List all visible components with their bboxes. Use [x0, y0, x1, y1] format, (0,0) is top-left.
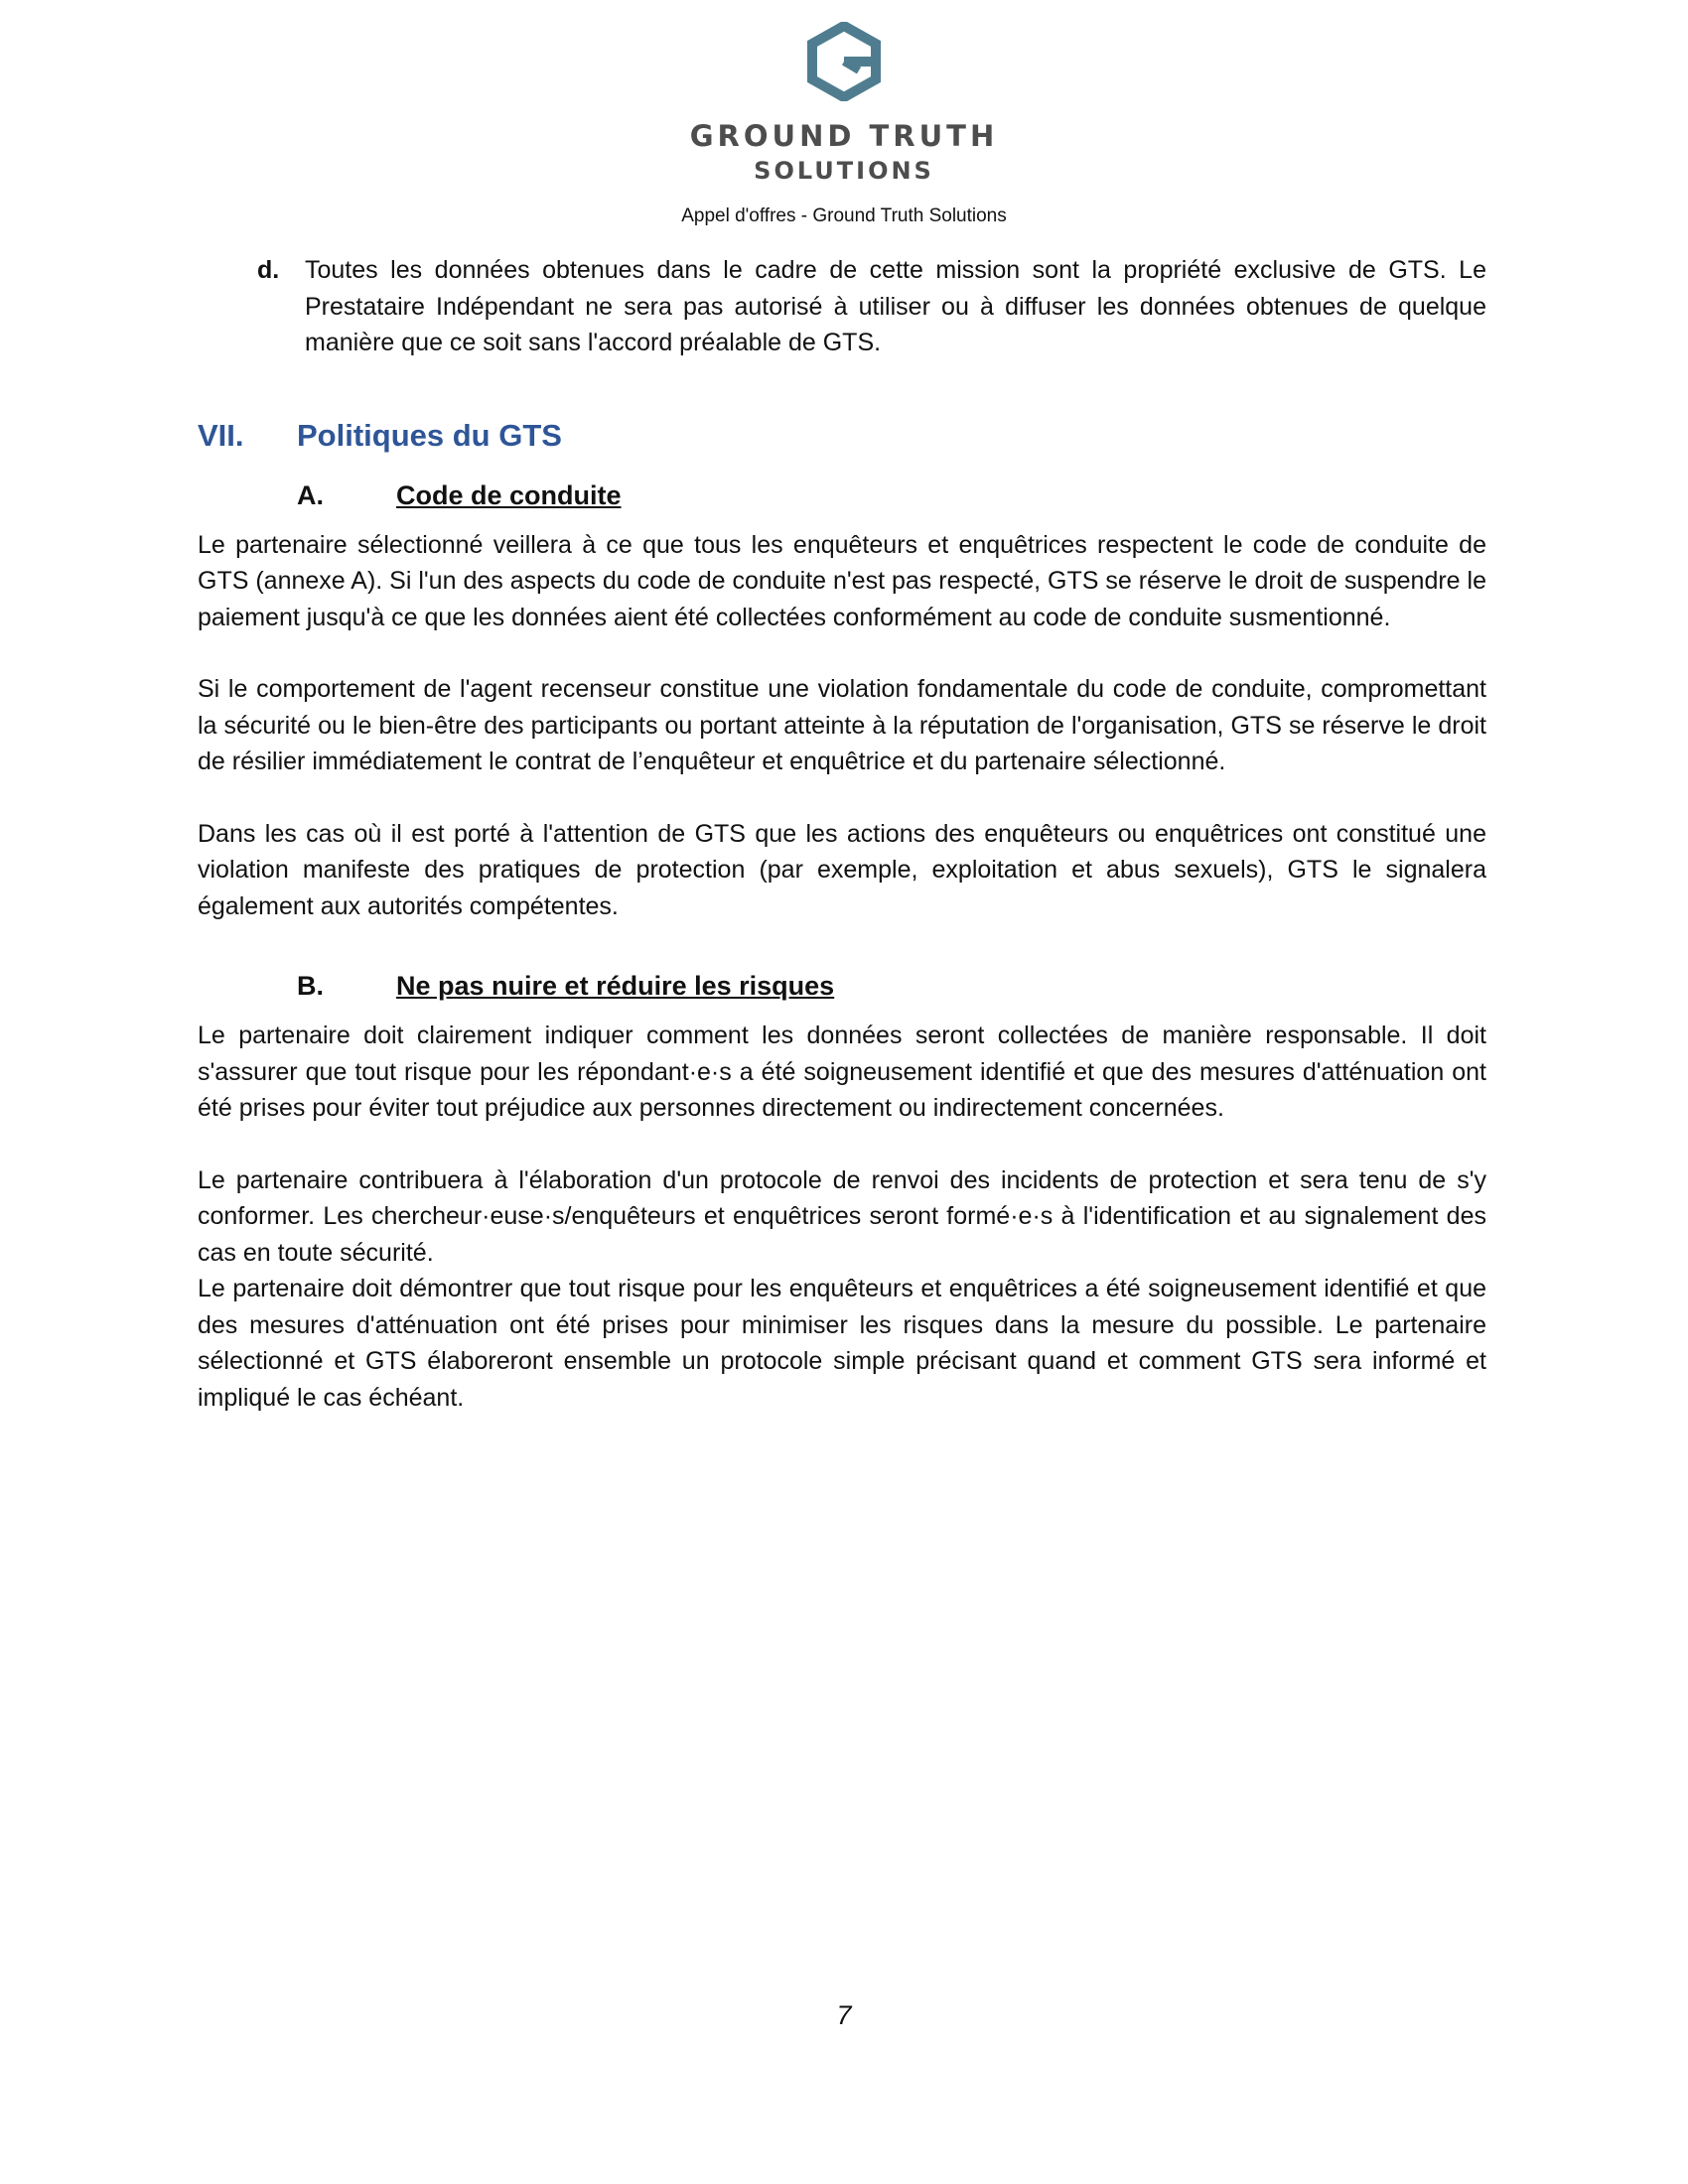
gts-logo-icon — [805, 22, 883, 101]
logo-name: GROUND TRUTH — [689, 119, 999, 153]
paragraph: Le partenaire sélectionné veillera à ce que tous les enquêteurs et enquêtrices respectent le code de conduite de GTS (annexe A). Si l'un des aspects du code de conduite n'est pas respecté, GTS se réserve le droit de suspendre le paiement jusqu'à ce que les données aient été collectées conformément au code de conduite susmentionné. — [198, 530, 1486, 631]
subsection-a-letter: A. — [297, 479, 324, 510]
section-number: VII. — [198, 417, 244, 453]
section-title: Politiques du GTS — [297, 417, 562, 453]
list-item-text: Toutes les données obtenues dans le cadre de cette mission sont la propriété exclusive de GTS. Le Prestataire Indépendant ne sera pas autorisé à utiliser ou à diffuser les données obtenues de quelque manière que ce soit sans l'accord préalable de GTS. — [305, 256, 1486, 356]
section-heading — [198, 416, 1486, 456]
logo-subtitle: SOLUTIONS — [754, 157, 934, 185]
list-item-d — [257, 252, 1486, 361]
subsection-b-title: Ne pas nuire et réduire les risques — [396, 971, 835, 1001]
paragraph: Le partenaire doit clairement indiquer comment les données seront collectées de manière responsable. Il doit s'assurer que tout risque pour les répondant·e·s a été soigneusement identifié et que des mesures d'atténuation ont été prises pour éviter tout préjudice aux personnes directement ou indirectement concernées. — [198, 1022, 1486, 1122]
paragraph: Le partenaire doit démontrer que tout risque pour les enquêteurs et enquêtrices a été soigneusement identifié et que des mesures d'atténuation ont été prises pour minimiser les risques dans la mesure du possible. Le partenaire sélectionné et GTS élaboreront ensemble un protocole simple précisant quand et comment GTS sera informé et impliqué le cas échéant. — [198, 1275, 1486, 1412]
page-content — [198, 252, 1486, 1416]
paragraph: Si le comportement de l'agent recenseur constitue une violation fondamentale du code de conduite, compromettant la sécurité ou le bien-être des participants ou portant atteinte à la réputation de l'organisation, GTS se réserve le droit de résilier immédiatement le contrat de l’enquêteur et enquêtrice et du partenaire sélectionné. — [198, 675, 1486, 775]
paragraph: Le partenaire contribuera à l'élaboration d'un protocole de renvoi des incidents de protection et sera tenu de s'y conformer. Les chercheur·euse·s/enquêteurs et enquêtrices seront formé·e·s à l'identification et au signalement des cas en toute sécurité. — [198, 1165, 1486, 1267]
paragraph: Dans les cas où il est porté à l'attention de GTS que les actions des enquêteurs ou enquêtrices ont constitué une violation manifeste des pratiques de protection (par exemple, exploitation et abus sexuels), GTS le signalera également aux autorités compétentes. — [198, 819, 1486, 920]
subsection-b-heading — [297, 966, 1486, 1006]
page-number: 7 — [836, 2000, 852, 2030]
subsection-a-title: Code de conduite — [396, 479, 622, 510]
subsection-b-letter: B. — [297, 971, 324, 1001]
list-marker: d. — [257, 256, 280, 284]
company-logo — [0, 22, 1688, 189]
subsection-a-heading — [297, 476, 1486, 515]
header-caption: Appel d'offres - Ground Truth Solutions — [681, 205, 1007, 226]
